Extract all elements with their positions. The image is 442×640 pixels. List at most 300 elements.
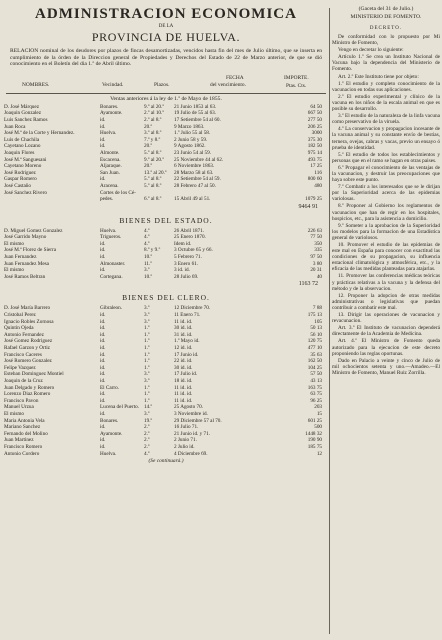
debtor-name: Juan Roca — [4, 123, 26, 130]
debtor-plazos: 1.º — [144, 358, 150, 365]
col-vecindad: Vecindad. — [102, 81, 124, 88]
debtor-amount: 1448 32 — [305, 430, 322, 437]
decree-paragraph: 13. Dirigir las operaciones de vacunacion y revacunacion. — [332, 312, 440, 325]
col-importe: IMPORTE. — [284, 74, 309, 81]
column-headers — [4, 71, 328, 93]
debtor-plazos: 20.º — [144, 143, 153, 150]
debtor-town: id. — [100, 254, 106, 261]
right-column — [332, 4, 440, 634]
debtor-name: Francisco Romero — [4, 443, 43, 450]
debtor-name: Joaquin Flores — [4, 149, 35, 156]
debtor-plazos: 4.º — [144, 450, 150, 457]
debtor-due-date: 21 Junio 1853 al 63. — [174, 103, 217, 110]
debtor-plazos: 4.º — [144, 227, 150, 234]
debtor-due-date: 3 Noviembre id. — [174, 410, 208, 417]
debtor-row — [4, 371, 328, 378]
debtor-due-date: 1.º Julio 55 al 58. — [174, 130, 211, 137]
debtor-row — [4, 332, 328, 339]
debtor-town: id. — [100, 364, 106, 371]
debtor-town: Trigueros. — [100, 234, 122, 241]
debtor-row — [4, 325, 328, 332]
debtor-row — [4, 104, 328, 111]
debtor-town: Huelva. — [100, 130, 117, 137]
debtor-name: Quintin Ojeda — [4, 325, 34, 332]
debtor-row — [4, 196, 328, 203]
debtor-plazos: 1.º — [144, 364, 150, 371]
debtor-plazos: 5.º al 8.º — [144, 182, 162, 189]
debtor-amount: 97 50 — [310, 254, 322, 261]
debtor-row — [4, 143, 328, 150]
debtor-town: id. — [100, 397, 106, 404]
province-title: PROVINCIA DE HUELVA. — [91, 30, 241, 44]
debtor-town: id. — [100, 345, 106, 351]
debtor-name: José Castaño — [4, 182, 31, 189]
debtor-plazos: 20.º — [144, 163, 153, 170]
debtor-amount: 163 75 — [307, 384, 322, 391]
debtor-name: Antonio Cordero — [4, 450, 40, 457]
debtor-due-date — [174, 190, 268, 197]
decree-paragraph: 6.º Propagar el conocimiento de las ventajas de la vacunacion, y destruir las preocupaciones que haya sobre este punto. — [332, 164, 440, 184]
debtor-town: Huelva. — [100, 450, 117, 457]
col-plazos: Plazos. — [154, 81, 170, 88]
debtor-row — [4, 437, 328, 444]
debtor-amount: 77 50 — [310, 234, 322, 241]
decree-paragraph: 11. Promover las conferencias médicas teóricas y prácticas relativas a la vacuna y la defensa del método y de la observacion. — [332, 273, 440, 292]
debtor-plazos: 2.º — [144, 424, 150, 431]
debtor-amount: 20 31 — [310, 267, 322, 274]
debtor-due-date: 2 Julio id. — [174, 443, 195, 450]
debtor-due-date: 26 Abril 1871. — [174, 227, 205, 234]
debtor-name: Cayetano Moreno — [4, 163, 42, 170]
debtor-town: id. — [100, 318, 106, 325]
debtor-town: id. — [100, 312, 106, 319]
debtor-due-date: 17 Julio id. — [174, 371, 198, 378]
debtor-row — [4, 404, 328, 411]
debtor-due-date: 4 Diciembre 69. — [174, 450, 208, 457]
decree-paragraph: 2.º El estudio experimental y clínico de la vacuna en los niños de la escala animal en que es posible su desarrollo. — [332, 93, 440, 113]
decree-paragraph: 12. Proponer la adopcion de otras medidas administrativas o legislativas que puedan contribuir a combatir este mal. — [332, 292, 440, 311]
decree-paragraph: Art. 3.º El Instituto de vacunacion dependerá directamente de la Academia de Medicina. — [332, 325, 440, 338]
debtor-plazos: 3.º al 8.º — [144, 130, 162, 137]
debtor-name: Gaspar Romero — [4, 176, 37, 183]
debtor-due-date: 30 id. id. — [174, 364, 193, 371]
debtor-name: José Romero Gonzalez — [4, 358, 52, 365]
debtor-due-date: 11 id. id. — [174, 384, 193, 391]
debtor-name: Juan Delgado y Romero — [4, 384, 55, 391]
debtor-amount: 350 — [314, 240, 322, 247]
debtor-plazos: 3.º — [144, 305, 150, 312]
debtor-amount: 3 80 — [312, 260, 322, 267]
debtor-row — [4, 261, 328, 268]
debtor-amount: 190 90 — [307, 437, 322, 444]
debtor-due-date: 22 Setiembre 54 al 59. — [174, 176, 221, 183]
debtor-name: Luis Sanchez Ramos — [4, 116, 48, 123]
debtor-plazos: 2.º al 8.º — [144, 116, 162, 123]
debtor-row — [4, 234, 328, 241]
debtor-due-date: 16 Julio 71. — [174, 424, 199, 431]
debtor-amount: 17 25 — [310, 163, 322, 170]
decree-paragraph: 4.º La conservacion y propagacion incesante de la vacuna animal y su constante envío de bestias, ternera, ovejas, cabras y vacas, previo un ensayo ó prueba de identidad. — [332, 126, 440, 151]
debtor-row — [4, 124, 328, 131]
debtor-plazos: 11.º — [144, 260, 152, 267]
section-clero: BIENES DEL CLERO. — [122, 293, 210, 303]
debtor-plazos: 1.º — [144, 338, 150, 345]
debtor-amount: 335 — [314, 247, 322, 254]
total2: 1163 72 — [298, 281, 318, 288]
debtor-row — [4, 391, 328, 398]
debtor-due-date: 3 Octubre 65 y 66. — [174, 247, 213, 254]
debtor-due-date: 12 id. id. — [174, 345, 193, 351]
debtor-row — [4, 241, 328, 248]
debtor-row — [4, 345, 328, 352]
debtor-amount: 226 63 — [307, 227, 322, 234]
debtor-row — [4, 190, 328, 197]
title-connector: DE LA — [158, 24, 174, 29]
debtor-town: Bonares. — [100, 103, 119, 110]
debtor-town: id. — [100, 377, 106, 384]
debtor-row — [4, 378, 328, 385]
debtor-town: Ayamonte. — [100, 110, 123, 117]
debtor-amount: 7 88 — [312, 305, 322, 312]
debtor-due-date: 28 Marzo 58 al 63. — [174, 169, 214, 176]
debtor-amount: 975 14 — [307, 149, 322, 156]
debtor-plazos: 9.º al 20.º — [144, 103, 164, 110]
col-fecha: FECHA — [226, 74, 244, 81]
debtor-due-date: 22 id. id. — [174, 358, 193, 365]
debtor-amount: 40 — [316, 273, 322, 280]
debtor-town: Lucena del Puerto. — [100, 404, 140, 411]
debtor-plazos: 3.º — [144, 267, 150, 274]
debtor-plazos: 1.º — [144, 325, 150, 332]
debtor-due-date: 25 Enero 1870. — [174, 234, 206, 241]
debtor-amount: 15 — [316, 410, 322, 417]
debtor-town: id. — [100, 116, 106, 123]
debtor-town: id. — [100, 443, 106, 450]
decree-paragraph: Art. 2.º Este Instituto tiene por objeto: — [338, 73, 419, 80]
debtor-due-date: Idem id. — [174, 240, 192, 247]
debtor-amount: 120 75 — [307, 338, 322, 345]
debtor-town: id. — [100, 351, 106, 358]
debtor-amount: 64 50 — [310, 103, 322, 110]
debtor-row — [4, 319, 328, 326]
debtor-due-date: 21 Junio id. y 71. — [174, 430, 211, 437]
debtor-plazos: 3.º — [144, 371, 150, 378]
debtor-amount: 477 10 — [307, 345, 322, 351]
gaceta-reference: (Gaceta del 31 de Julio.) — [358, 6, 414, 12]
debtor-due-date: 2 Junio 71. — [174, 437, 197, 444]
debtor-row — [4, 305, 328, 312]
debtor-name: Luis de Chachila — [4, 136, 40, 143]
debtor-row — [4, 110, 328, 117]
debtor-amount: 105 — [314, 318, 322, 325]
debtor-name: D. Miguel Gomez Gonzalez — [4, 227, 63, 234]
header-rule — [6, 93, 326, 94]
debtor-plazos: 1.º — [144, 397, 150, 404]
group1-table — [4, 104, 328, 203]
debtor-town: Cortegana. — [100, 273, 123, 280]
debtor-due-date: 17 Junio id. — [174, 351, 199, 358]
debtor-row — [4, 424, 328, 431]
debtor-name: Cristobal Perez — [4, 312, 36, 319]
debtor-amount: 63 75 — [310, 391, 322, 398]
col-importe-sub: Ptas. Cts. — [286, 82, 307, 89]
debtor-amount: 57 50 — [310, 371, 322, 378]
decree-paragraph: Artículo 1.º Se crea un Instituto Nacional de Vacuna bajo la dependencia del Ministerio de Fomento. — [332, 54, 440, 73]
debtor-name: Francisco Caceres — [4, 351, 42, 358]
debtor-due-date: 11 id. id. — [174, 397, 193, 404]
debtor-name: Lorenzo Diaz Romero — [4, 391, 51, 398]
debtor-plazos: 1.º — [144, 391, 150, 398]
debtor-name — [4, 196, 100, 203]
debtor-name: El mismo — [4, 240, 25, 247]
debtor-due-date: 9 Marzo 1863. — [174, 123, 205, 130]
debtor-amount: 601 25 — [307, 417, 322, 424]
debtor-plazos: 4.º — [144, 240, 150, 247]
debtor-plazos — [144, 190, 174, 197]
debtor-row — [4, 254, 328, 261]
debtor-row — [4, 444, 328, 451]
debtor-town: Aljaraque. — [100, 163, 122, 170]
debtor-plazos: 8.º y 9.º — [144, 247, 161, 254]
debtor-plazos: 3.º — [144, 377, 150, 384]
debtor-amount: 206 25 — [307, 123, 322, 130]
debtor-row — [4, 352, 328, 359]
debtor-due-date: 3 id. id. — [174, 267, 190, 274]
debtor-due-date: 28 Julio 69. — [174, 273, 199, 280]
decree-text — [332, 34, 440, 376]
debtor-name: Felipe Vazquez — [4, 364, 36, 371]
debtor-town: id. — [100, 437, 106, 444]
col-fecha-sub: del vencimiento. — [210, 81, 246, 88]
debtor-amount: 12 — [316, 450, 322, 457]
debtor-plazos: 13.º al 20.º — [144, 169, 167, 176]
debtor-row — [4, 117, 328, 124]
decree-paragraph: 3.º El estudio de la naturaleza de la linfa vacuna como preservativo de la viruela. — [332, 113, 440, 126]
debtor-plazos: 2.º — [144, 430, 150, 437]
debtor-plazos: 10.º — [144, 273, 153, 280]
debtor-town: id. — [100, 338, 106, 345]
debtor-amount: 43 13 — [310, 377, 322, 384]
debtor-amount: 667 50 — [307, 110, 322, 117]
decree-paragraph: Vengo en decretar lo siguiente: — [338, 47, 404, 54]
debtor-plazos: 3.º — [144, 318, 150, 325]
debtor-town: Cortes de los Cé- — [100, 189, 136, 196]
col-nombres: NOMBRES. — [22, 81, 50, 88]
debtor-plazos: 2.º — [144, 443, 150, 450]
debtor-row — [4, 411, 328, 418]
debtor-amount: 35 63 — [310, 351, 322, 358]
debtor-town: id. — [100, 325, 106, 332]
decree-paragraph: 9.º Someter a la aprobacion de la Superioridad los modelos para la formacion de una Estadística general de variolosos. — [332, 222, 440, 241]
debtor-due-date: 9 Agosto 1862. — [174, 143, 206, 150]
debtor-amount: 96 25 — [310, 397, 322, 404]
debtor-row — [4, 431, 328, 438]
debtor-name: Francisco Pavon — [4, 397, 39, 404]
debtor-name: El mismo — [4, 267, 25, 274]
debtor-town: id. — [100, 371, 106, 378]
debtor-due-date: 6 Noviembre 1863. — [174, 163, 215, 170]
debtor-town: id. — [100, 123, 106, 130]
intro-paragraph: RELACION nominal de los deudores por plazos de fincas desamortizadas, vencidos hasta fin del mes de Julio último, que se inserta en cumplimiento de la órden de la Direccion general de Propiedades y Derechos del Estado de 22 de Marzo anterior, de que se dió conocimiento en el Boletín del dia 1.º de Abril último. — [10, 48, 322, 68]
debtor-due-date: 17 Setiembre 54 al 60. — [174, 116, 221, 123]
debtor-name: José Sanchez Rivero — [4, 189, 47, 196]
decree-paragraph: 5.º El estudio de todos los establecimientos y personas que en el ramo se hagan en otras paises. — [332, 151, 440, 164]
debtor-town: id. — [100, 358, 106, 365]
debtor-row — [4, 267, 328, 274]
debtor-plazos: 10.º — [144, 254, 153, 261]
decree-paragraph: 7.º Combatir a los interesados que se le dirijan por la Superioridad acerca de las epidemias variolosas. — [332, 184, 440, 203]
debtor-name: José Gomez Rodriguez — [4, 338, 53, 345]
debtor-plazos: 7.º y 8.º — [144, 136, 161, 143]
page-title: ADMINISTRACION ECONOMICA — [35, 6, 297, 22]
debtor-town: pedes. — [100, 196, 114, 203]
debtor-name: José Rodriguez — [4, 169, 36, 176]
debtor-name: Maria Antonia Vela — [4, 417, 45, 424]
ministerio-heading: MINISTERIO DE FOMENTO. — [350, 14, 422, 20]
debtor-amount: 800 60 — [307, 176, 322, 183]
debtor-town: Almonaster. — [100, 260, 126, 267]
debtor-due-date: 31 id. id. — [174, 331, 193, 338]
debtor-town: El Carro. — [100, 384, 120, 391]
debtor-plazos: 1.º — [144, 384, 150, 391]
debtor-row — [4, 312, 328, 319]
debtor-town: id. — [100, 391, 106, 398]
debtor-plazos: 3.º — [144, 312, 150, 319]
group2-table — [4, 228, 328, 281]
debtor-name: El mismo — [4, 410, 25, 417]
debtor-name: José M.ª de la Corte y Hernandez. — [4, 130, 75, 137]
debtor-row — [4, 163, 328, 170]
debtor-row — [4, 150, 328, 157]
debtor-due-date: 11 id. id. — [174, 391, 193, 398]
debtor-plazos: 9.º al 20.º — [144, 156, 164, 163]
debtor-plazos: 1.º — [144, 331, 150, 338]
debtor-town: Almonte. — [100, 149, 120, 156]
decree-paragraph: Art. 4.º El Ministro de Fomento queda autorizado para la ejecucion de este decreto proponiendo las reglas oportunas. — [332, 338, 440, 357]
debtor-town: id. — [100, 424, 106, 431]
debtor-due-date: 19 Julio de 55 al 63. — [174, 110, 217, 117]
debtor-amount: 50 13 — [310, 325, 322, 332]
debtor-name: José Garrido Mayno — [4, 234, 47, 241]
debtor-name: José M.ª Florez de Sierra — [4, 247, 56, 254]
column-divider — [329, 8, 330, 634]
debtor-name: D. José Márquez — [4, 103, 40, 110]
debtor-row — [4, 130, 328, 137]
decree-paragraph: 10. Promover el estudio de las epidemias de este mal en España para conocer con exactitud las condiciones de su propagacion, su influencia estacional climatológica y atmosférica, etc., y la eficacia de las medidas planteadas para atajarlas. — [332, 242, 440, 273]
debtor-name: Joaquin de la Cruz — [4, 377, 43, 384]
debtor-name: Ignacio Robles Zornosa — [4, 318, 54, 325]
debtor-row — [4, 247, 328, 254]
debtor-name: Manuel Urzua — [4, 404, 34, 411]
debtor-due-date: 1.º Mayo id. — [174, 338, 200, 345]
debtor-amount: 493 75 — [307, 156, 322, 163]
debtor-amount: 375 30 — [307, 136, 322, 143]
debtor-row — [4, 176, 328, 183]
debtor-plazos: 20.º — [144, 123, 153, 130]
debtor-due-date: 12 Diciembre 70. — [174, 305, 211, 312]
ventas-line: Ventas anteriores á la ley de 1.º de Mayo de 1855. — [110, 95, 222, 102]
debtor-amount: 116 — [314, 169, 322, 176]
debtor-name: Juan Martinez — [4, 437, 34, 444]
debtor-plazos: 19.º — [144, 417, 153, 424]
debtor-row — [4, 170, 328, 177]
debtor-amount: 182 50 — [307, 143, 322, 150]
debtor-row — [4, 338, 328, 345]
debtor-town: id. — [100, 136, 106, 143]
debtor-plazos: 1.º — [144, 345, 150, 351]
debtor-name: Juan Fernandez — [4, 254, 37, 261]
debtor-town: Gibraleon. — [100, 305, 123, 312]
debtor-plazos: 4.º — [144, 234, 150, 241]
debtor-amount — [268, 190, 328, 197]
total1: 9464 91 — [298, 203, 318, 210]
debtor-amount: 3000 — [311, 130, 322, 137]
debtor-name: José M.ª Sanguesani — [4, 156, 47, 163]
debtor-due-date: 30 id. id. — [174, 325, 193, 332]
debtor-plazos: 14.º — [144, 404, 153, 411]
debtor-due-date: 3 Enero 61. — [174, 260, 199, 267]
debtor-plazos: 1.º — [144, 351, 150, 358]
debtor-plazos: 3.º — [144, 410, 150, 417]
decree-paragraph: Dado en Palacio a veinte y cinco de Julio de mil ochocientos setenta y uno.—Amadeo.—El Ministro de Fomento, Manuel Ruiz Zorrilla. — [332, 357, 440, 376]
debtor-amount: 500 — [314, 424, 322, 431]
debtor-row — [4, 418, 328, 425]
debtor-town: id. — [100, 331, 106, 338]
debtor-name: Mariano Sanchez — [4, 424, 41, 431]
decree-paragraph: De conformidad con lo propuesto por Mi Ministro de Fomento, — [332, 34, 440, 47]
debtor-due-date: 18 id. id. — [174, 377, 193, 384]
debtor-row — [4, 385, 328, 392]
debtor-town: Ayamonte. — [100, 430, 123, 437]
debtor-plazos: 2.º al 10.º — [144, 110, 164, 117]
debtor-name: José Ramos Beltran — [4, 273, 46, 280]
debtor-name: Esteban Dominguez Montiel — [4, 371, 64, 378]
debtor-row — [4, 398, 328, 405]
debtor-town: id. — [100, 247, 106, 254]
debtor-due-date: 5 Febrero 71. — [174, 254, 202, 261]
debtor-town: id. — [100, 143, 106, 150]
debtor-town: Huelva. — [100, 227, 117, 234]
debtor-amount: 480 — [314, 182, 322, 189]
debtor-name: D. José María Barrero — [4, 305, 51, 312]
debtor-due-date: 25 Noviembre 44 al 62. — [174, 156, 224, 163]
debtor-row — [4, 365, 328, 372]
debtor-due-date: 28 Febrero 47 al 50. — [174, 182, 216, 189]
debtor-row — [4, 451, 328, 458]
debtor-plazos: 5.º al 8.º — [144, 176, 162, 183]
debtor-row — [4, 228, 328, 235]
debtor-due-date: 11 id. id. — [174, 318, 193, 325]
debtor-name: Cayetano Lozano — [4, 143, 41, 150]
debtor-row — [4, 274, 328, 281]
debtor-due-date: 29 Diciembre 57 al 70. — [174, 417, 222, 424]
debtor-due-date: 11 Enero 71. — [174, 312, 201, 319]
debtor-plazos: 2.º — [144, 437, 150, 444]
debtor-due-date: 23 Junio 54 al 59. — [174, 149, 212, 156]
debtor-row — [4, 137, 328, 144]
decree-paragraph: 1.º El estudio y completo conocimiento de la vacunacion en todas sus aplicaciones. — [332, 80, 440, 93]
section-estado: BIENES DEL ESTADO. — [119, 215, 213, 225]
debtor-amount: 162 50 — [307, 358, 322, 365]
debtor-plazos: 5.º al 8.º — [144, 149, 162, 156]
debtor-amount: 1079 25 — [305, 196, 322, 203]
debtor-plazos: 6.º al 8.º — [144, 196, 162, 203]
debtor-town: id. — [100, 410, 106, 417]
debtor-name: Joaquin Gonzalez — [4, 110, 42, 117]
debtor-town: Bonares. — [100, 417, 119, 424]
continuation-note: (Se continuará.) — [148, 458, 184, 465]
debtor-amount: 277 50 — [307, 116, 322, 123]
